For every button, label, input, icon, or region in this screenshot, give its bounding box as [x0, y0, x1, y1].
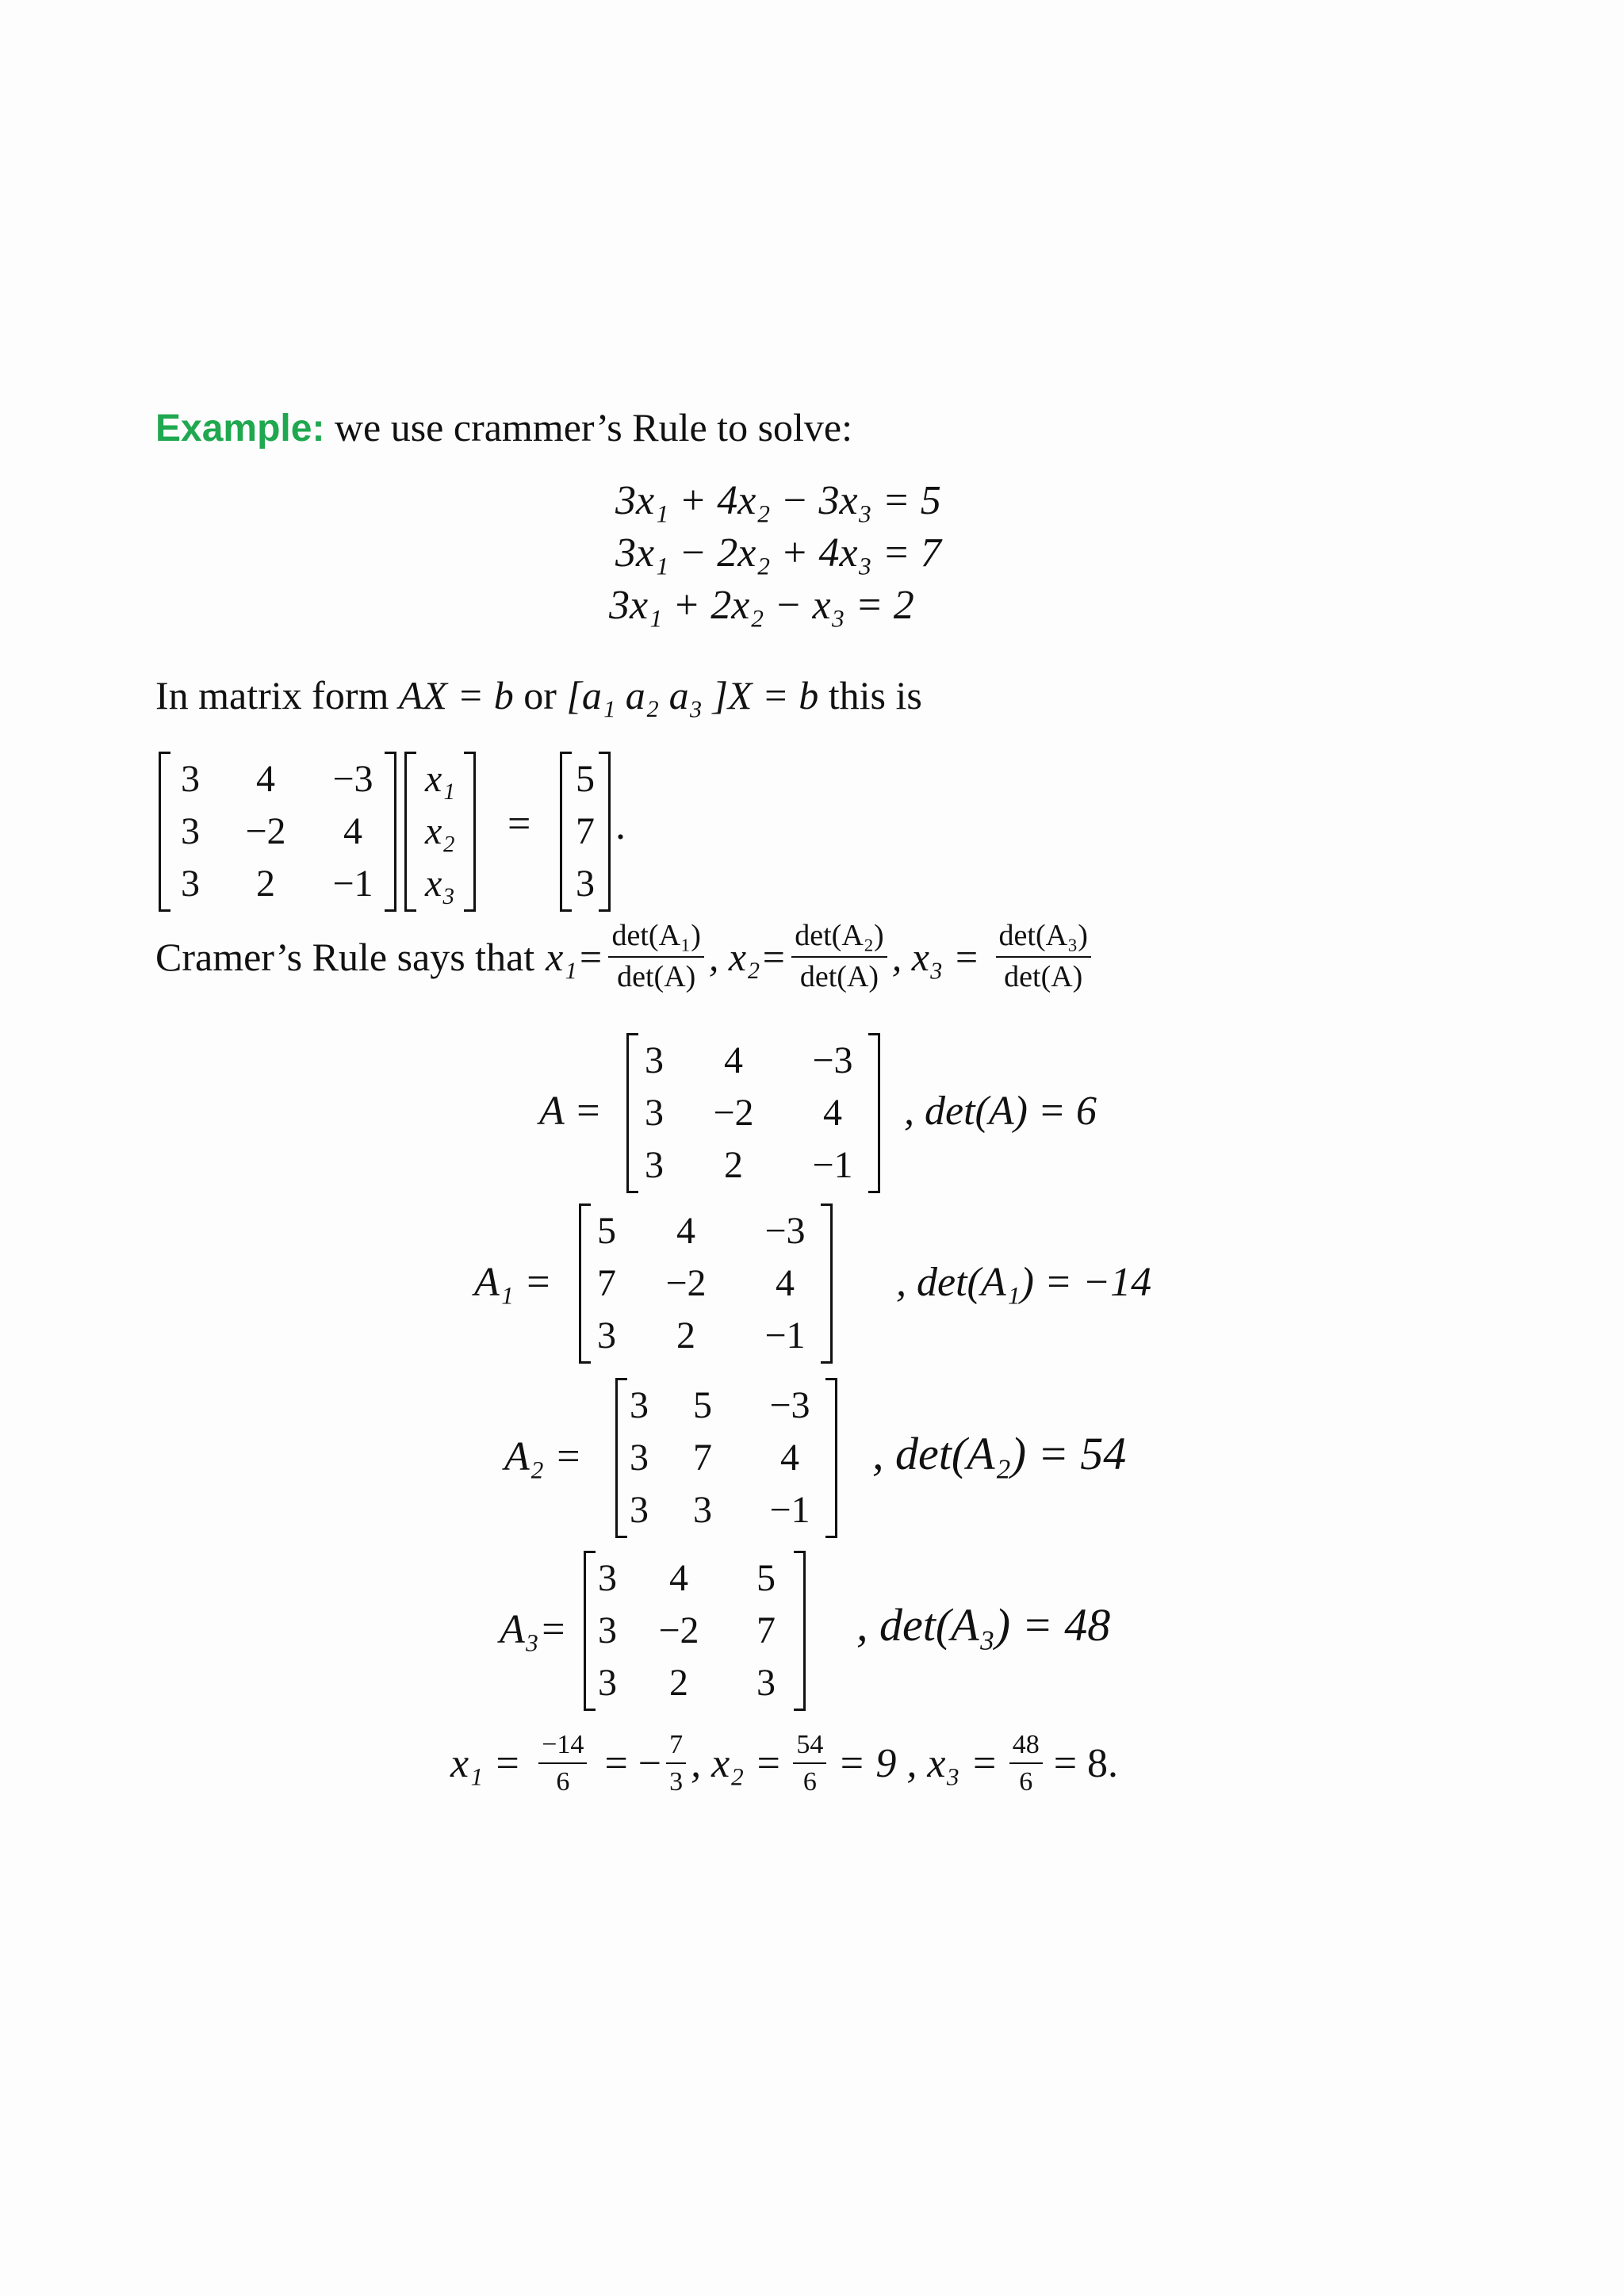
fraction-numerator: det(A₂) — [791, 920, 887, 958]
matrix-entry: 2 — [669, 1662, 688, 1704]
solution-fraction-3 — [793, 1730, 826, 1797]
matrix-form-line — [155, 672, 922, 718]
matrix-entry: x₂ — [425, 810, 455, 852]
matrix-entry: 5 — [756, 1557, 776, 1599]
matrix-entry: −3 — [764, 1210, 806, 1252]
matrix-entry: 7 — [576, 810, 595, 852]
matrix-entry: 4 — [724, 1039, 743, 1081]
matrix-entry: 4 — [343, 810, 362, 852]
equation-3: 3x₁ + 2x₂ − x₃ = 2 — [609, 583, 914, 628]
matrix-entry: 2 — [256, 863, 275, 905]
matrix-entry: −2 — [713, 1092, 754, 1134]
matrix-entry: 3 — [630, 1437, 649, 1479]
matrix-entry: 3 — [181, 758, 200, 800]
fraction-numerator: 48 — [1009, 1730, 1043, 1764]
matrix-entry: 7 — [597, 1262, 616, 1304]
matrix-entry: −1 — [812, 1144, 853, 1186]
matrix-entry: 5 — [597, 1210, 616, 1252]
fraction-numerator: det(A₃) — [996, 920, 1091, 958]
matrix-entry: 5 — [576, 758, 595, 800]
matrix-entry: 3 — [693, 1489, 712, 1531]
solution-end: = 8. — [1053, 1740, 1119, 1786]
fraction-numerator: 54 — [793, 1730, 826, 1764]
solution-fraction-2 — [666, 1730, 686, 1797]
matrix-entry: −1 — [764, 1314, 806, 1357]
solution-x3: = 9 , x₃ = — [837, 1740, 998, 1786]
det-a: , det(A) = 6 — [904, 1089, 1097, 1134]
matrix-entry: 3 — [598, 1662, 617, 1704]
solution-x1: x₁ = — [450, 1740, 522, 1786]
matrix-entry: 2 — [724, 1144, 743, 1186]
matrix-entry: 4 — [776, 1262, 795, 1304]
matrix-entry: 3 — [645, 1144, 664, 1186]
matrix-a3-label: A₃= — [500, 1607, 567, 1652]
cramer-x3: , x₃ = — [891, 934, 980, 979]
fraction-denominator: 3 — [669, 1767, 684, 1797]
matrix-entry: 4 — [669, 1557, 688, 1599]
cramer-fraction-2 — [791, 920, 887, 994]
matrix-equals: = — [508, 802, 531, 847]
solution-x2: , x₂ = — [691, 1740, 783, 1786]
cramer-prefix: Cramer’s Rule says that — [155, 934, 535, 979]
matrix-form-suffix: this is — [828, 673, 922, 718]
matrix-entry: 3 — [181, 810, 200, 852]
solution-fraction-4 — [1009, 1730, 1043, 1797]
example-text: we use crammer’s Rule to solve: — [334, 405, 852, 450]
matrix-entry: 3 — [181, 863, 200, 905]
matrix-a-label: A = — [539, 1089, 602, 1134]
matrix-entry: 4 — [676, 1210, 695, 1252]
solution-line — [450, 1730, 1118, 1797]
example-label: Example: — [155, 408, 325, 450]
matrix-a2-label: A₂ = — [504, 1434, 582, 1479]
equation-2: 3x₁ − 2x₂ + 4x₃ = 7 — [615, 530, 941, 576]
matrix-a1 — [579, 1205, 833, 1362]
matrix-a2 — [615, 1380, 837, 1536]
matrix-entry: 3 — [756, 1662, 776, 1704]
det-a1: , det(A₁) = −14 — [896, 1260, 1152, 1305]
matrix-a3 — [584, 1552, 806, 1709]
fraction-denominator: det(A) — [617, 959, 696, 993]
matrix-entry: 2 — [676, 1314, 695, 1357]
matrix-entry: 3 — [630, 1384, 649, 1426]
det-a2: , det(A₂) = 54 — [872, 1428, 1127, 1479]
fraction-denominator: det(A) — [799, 959, 879, 993]
matrix-entry: 4 — [256, 758, 275, 800]
matrix-entry: −3 — [812, 1039, 853, 1081]
matrix-form-or: or — [523, 673, 557, 718]
matrix-a1-label: A₁ = — [474, 1260, 552, 1305]
example-heading — [155, 404, 852, 450]
matrix-entry: 7 — [693, 1437, 712, 1479]
matrix-entry: −3 — [769, 1384, 810, 1426]
solution-fraction-1 — [538, 1730, 587, 1797]
matrix-entry: 3 — [597, 1314, 616, 1357]
matrix-entry: 7 — [756, 1609, 776, 1651]
matrix-entry: 3 — [598, 1609, 617, 1651]
fraction-denominator: 6 — [1019, 1767, 1033, 1797]
matrix-entry: x₃ — [425, 863, 455, 905]
matrix-entry: −2 — [245, 810, 286, 852]
matrix-period: . — [615, 803, 626, 848]
matrix-entry: −2 — [665, 1262, 707, 1304]
matrix-entry: 4 — [780, 1437, 799, 1479]
constant-vector — [560, 753, 611, 910]
equation-1: 3x₁ + 4x₂ − 3x₃ = 5 — [615, 478, 941, 523]
cramer-x1: x₁= — [546, 934, 604, 979]
matrix-form-eq2: [a₁ a₂ a₃ ]X = b — [566, 673, 819, 718]
matrix-a — [626, 1035, 880, 1192]
unknown-vector — [404, 753, 476, 910]
solution-eq-neg: = − — [604, 1740, 662, 1786]
cramer-x2: , x₂= — [708, 934, 787, 979]
matrix-entry: 3 — [630, 1489, 649, 1531]
matrix-entry: 3 — [645, 1092, 664, 1134]
matrix-entry: 3 — [598, 1557, 617, 1599]
cramer-rule-line — [155, 920, 1096, 994]
matrix-entry: −3 — [332, 758, 373, 800]
det-a3: , det(A₃) = 48 — [856, 1599, 1111, 1651]
coefficient-matrix — [159, 753, 396, 910]
fraction-numerator: det(A₁) — [608, 920, 703, 958]
cramer-fraction-3 — [996, 920, 1091, 994]
fraction-denominator: 6 — [802, 1767, 817, 1797]
matrix-entry: 5 — [693, 1384, 712, 1426]
matrix-entry: −2 — [658, 1609, 699, 1651]
cramer-fraction-1 — [608, 920, 703, 994]
matrix-entry: x₁ — [425, 758, 455, 800]
fraction-denominator: 6 — [556, 1767, 570, 1797]
fraction-numerator: −14 — [538, 1730, 587, 1764]
matrix-form-eq1: AX = b — [398, 673, 514, 718]
fraction-numerator: 7 — [666, 1730, 686, 1764]
fraction-denominator: det(A) — [1004, 959, 1083, 993]
matrix-entry: −1 — [332, 863, 373, 905]
matrix-entry: 4 — [823, 1092, 842, 1134]
matrix-entry: −1 — [769, 1489, 810, 1531]
matrix-form-prefix: In matrix form — [155, 673, 389, 718]
matrix-entry: 3 — [576, 863, 595, 905]
matrix-entry: 3 — [645, 1039, 664, 1081]
